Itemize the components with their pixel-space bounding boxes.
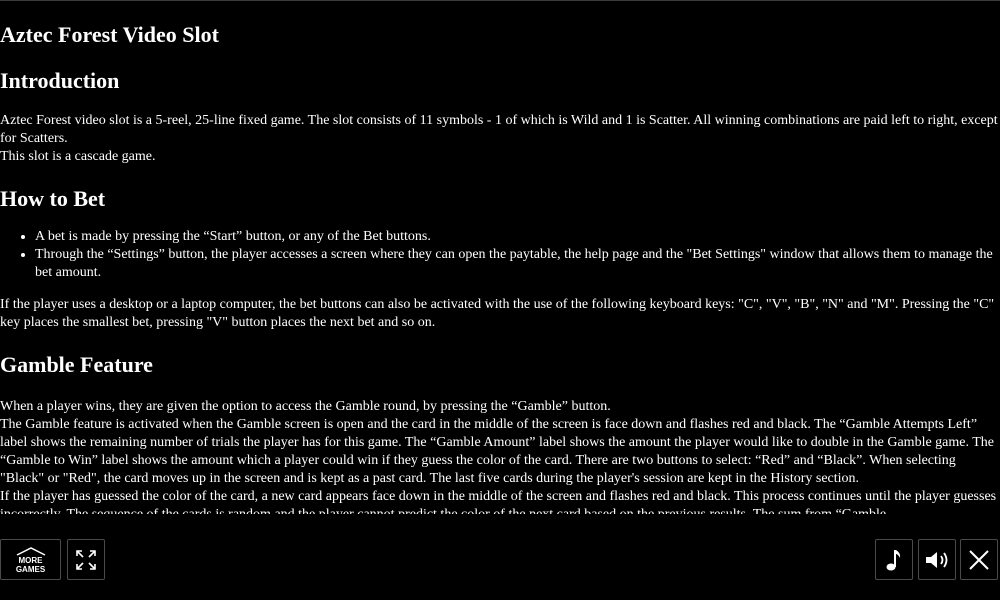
more-games-label-line1: MORE [18,555,43,565]
how-to-bet-heading: How to Bet [0,186,106,211]
close-button[interactable] [960,539,998,580]
introduction-body [0,112,1000,166]
gamble-paragraph: The Gamble feature is activated when the Gamble screen is open and the card in the middle of the screen is face down and flashes red and black. The “Gamble Attempts Left” label shows the remaining number of trials the player has for this game. The “Gamble Amount” label shows the amount the player would like to double in the Gamble game. The “Gamble to Win” label shows the amount which a player could win if they guess the color of the card. There are two buttons to select: “Red” and “Black”. When selecting "Black" or "Red", the card moves up in the screen and is kept as a past card. The last five cards during the player's session are kept in the History section. [0,417,995,486]
sound-toggle-button[interactable] [918,539,956,580]
speaker-icon [923,548,951,572]
close-icon [967,548,991,572]
list-item: • Through the “Settings” button, the player accesses a screen where they can open the paytable, the help page and the "Bet Settings" window that allows them to manage the bet amount. [35,246,1000,282]
fullscreen-button[interactable] [67,539,105,580]
bottom-control-bar [0,514,1000,600]
more-games-button[interactable] [0,539,61,580]
gamble-feature-body [0,398,1000,524]
music-note-icon [885,548,903,572]
introduction-paragraph: Aztec Forest video slot is a 5-reel, 25-line fixed game. The slot consists of 11 symbols - 1 of which is Wild and 1 is Scatter. All winning combinations are paid left to right, except for Scatters. [0,113,998,146]
home-roof-icon [14,546,48,556]
more-games-label-line2: GAMES [15,564,46,574]
top-divider [0,0,1000,1]
introduction-paragraph: This slot is a cascade game. [0,149,156,164]
keyboard-keys-paragraph: If the player uses a desktop or a laptop computer, the bet buttons can also be activated with the use of the following keyboard keys: "C", "V", "B", "N" and "M". Pressing the "C" key places the smallest bet, pressing "V" button places the next bet and so on. [0,297,995,330]
fullscreen-icon [75,549,97,571]
gamble-paragraph: When a player wins, they are given the option to access the Gamble round, by pressing the “Gamble” button. [0,399,611,414]
how-to-bet-list [0,228,1000,282]
gamble-paragraph: If the player has guessed the color of the card, a new card appears face down in the middle of the screen and flashes red and black. This process continues until the player guesses [0,489,997,504]
page-title: Aztec Forest Video Slot [0,22,219,47]
help-content[interactable] [0,6,1000,514]
list-item: • A bet is made by pressing the “Start” button, or any of the Bet buttons. [35,228,1000,246]
introduction-heading: Introduction [0,68,120,93]
music-toggle-button[interactable] [875,539,913,580]
gamble-feature-heading: Gamble Feature [0,352,153,377]
